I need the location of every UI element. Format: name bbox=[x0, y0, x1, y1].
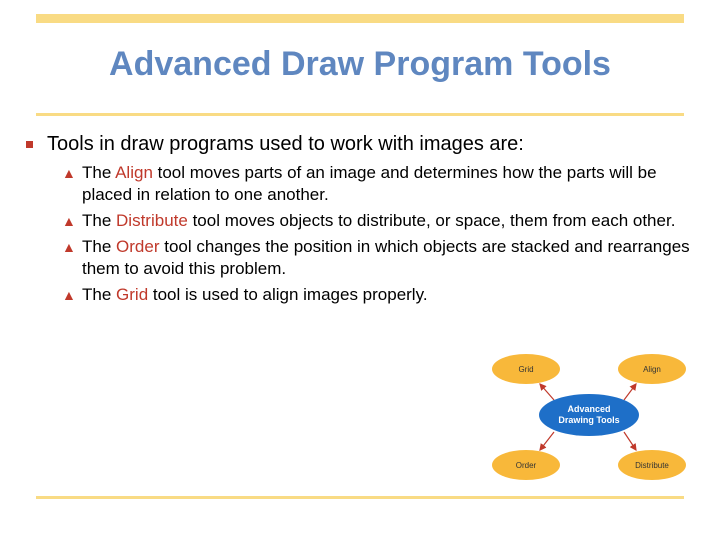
node-distribute-label: Distribute bbox=[635, 461, 669, 470]
tool-name-align: Align bbox=[115, 163, 153, 182]
center-label-line2: Drawing Tools bbox=[558, 415, 620, 425]
tool-name-order: Order bbox=[116, 237, 160, 256]
item-text-body: tool is used to align images properly. bbox=[148, 285, 428, 304]
item-text-prefix: The bbox=[82, 285, 117, 304]
connector-order bbox=[540, 432, 554, 450]
main-bullet bbox=[26, 132, 524, 156]
square-bullet-icon bbox=[26, 141, 33, 148]
item-text-body: tool moves objects to distribute, or space, them from each other. bbox=[187, 211, 676, 230]
list-item-order bbox=[62, 236, 707, 280]
top-rule bbox=[36, 14, 684, 23]
connector-grid bbox=[540, 384, 554, 400]
arrow-bullet-icon: ▲ bbox=[62, 287, 76, 303]
item-text-prefix: The bbox=[82, 237, 117, 256]
slide-title: Advanced Draw Program Tools bbox=[109, 45, 611, 83]
tool-name-grid: Grid bbox=[116, 285, 149, 304]
item-text-body: tool moves parts of an image and determines how the parts will be placed in relation to one another. bbox=[82, 163, 657, 204]
connector-align bbox=[624, 384, 636, 400]
arrow-bullet-icon: ▲ bbox=[62, 165, 76, 181]
node-align-label: Align bbox=[643, 365, 661, 374]
center-label-line1: Advanced bbox=[567, 404, 611, 414]
node-grid-label: Grid bbox=[518, 365, 534, 374]
item-text-body: tool changes the position in which objects are stacked and rearranges them to avoid this problem. bbox=[82, 237, 690, 278]
list-item-align bbox=[62, 162, 707, 206]
tools-diagram bbox=[488, 352, 686, 484]
list-item-distribute bbox=[62, 210, 707, 232]
title-underline bbox=[36, 113, 684, 116]
node-order-label: Order bbox=[515, 461, 537, 470]
arrow-bullet-icon: ▲ bbox=[62, 239, 76, 255]
item-text-prefix: The bbox=[82, 211, 117, 230]
connector-distribute bbox=[624, 432, 636, 450]
arrow-bullet-icon: ▲ bbox=[62, 213, 76, 229]
tool-name-distribute: Distribute bbox=[116, 211, 188, 230]
item-text-prefix: The bbox=[82, 163, 116, 182]
list-item-grid bbox=[62, 284, 707, 306]
sub-bullet-list bbox=[62, 162, 707, 310]
main-bullet-text: Tools in draw programs used to work with images are: bbox=[47, 133, 524, 155]
bottom-rule bbox=[36, 496, 684, 499]
